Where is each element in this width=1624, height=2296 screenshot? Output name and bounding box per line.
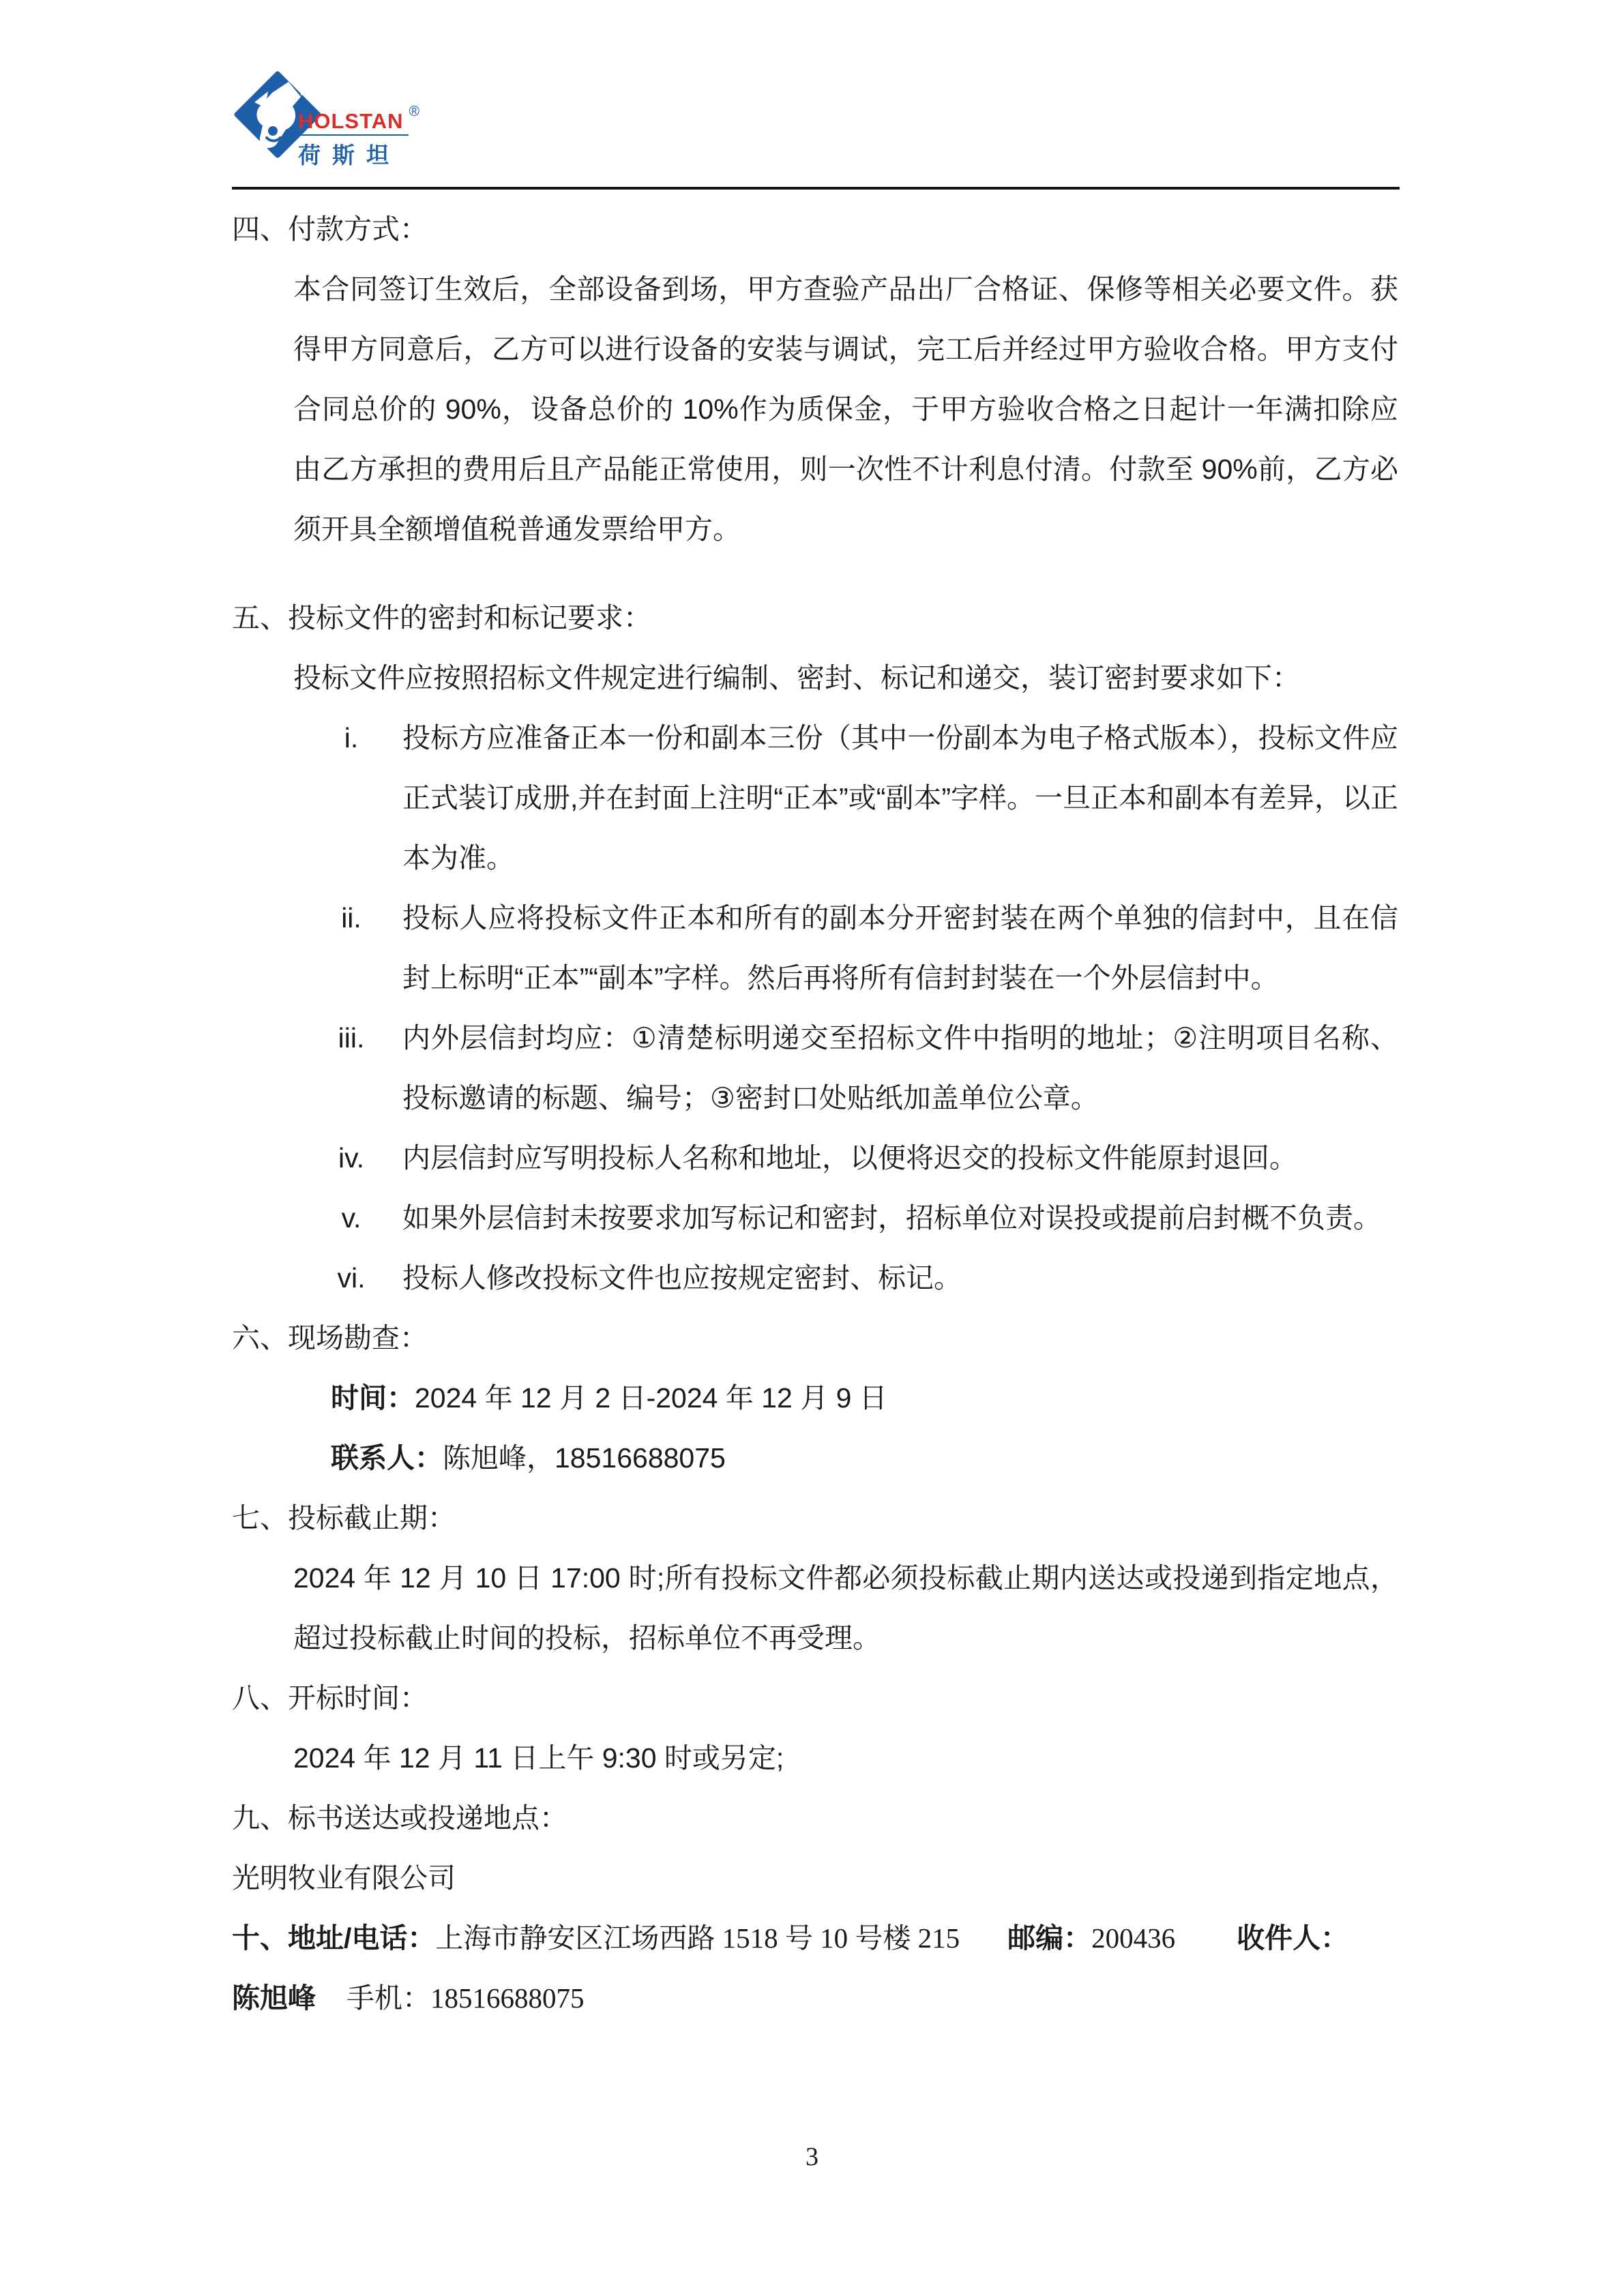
field-label: 联系人： bbox=[331, 1442, 443, 1474]
field-value: 2024 年 12 月 2 日-2024 年 12 月 9 日 bbox=[415, 1382, 887, 1414]
survey-time-line bbox=[331, 1368, 1624, 1428]
section-heading-site-survey bbox=[232, 1308, 1624, 1368]
postal-value: 200436 bbox=[1091, 1922, 1176, 1954]
section-title: 开标时间： bbox=[288, 1682, 428, 1714]
list-marker: v. bbox=[341, 1202, 361, 1234]
field-value: 陈旭峰，18516688075 bbox=[443, 1442, 726, 1474]
sealing-intro: 投标文件应按照招标文件规定进行编制、密封、标记和递交，装订密封要求如下： bbox=[293, 662, 1300, 694]
list-marker: iii. bbox=[338, 1022, 365, 1054]
logo-brand-name-chinese: 荷斯坦 bbox=[298, 143, 400, 168]
section-title: 投标截止期： bbox=[288, 1502, 456, 1534]
section-heading-bid-opening bbox=[232, 1668, 1624, 1728]
recipient-label: 收件人： bbox=[1237, 1922, 1349, 1954]
holstan-logo bbox=[234, 68, 452, 168]
list-marker: ii. bbox=[341, 902, 361, 934]
logo-text bbox=[298, 104, 419, 170]
section-title: 标书送达或投递地点： bbox=[288, 1802, 567, 1834]
list-marker: iv. bbox=[338, 1142, 364, 1174]
logo-brand-name: HOLSTAN bbox=[298, 109, 404, 133]
recipient-name: 陈旭峰 bbox=[232, 1982, 316, 2014]
section-heading-sealing bbox=[232, 588, 1624, 648]
postal-label: 邮编： bbox=[1007, 1922, 1092, 1954]
page-number: 3 bbox=[806, 2143, 818, 2171]
section-heading-delivery-place bbox=[232, 1788, 1624, 1848]
company-name: 光明牧业有限公司 bbox=[232, 1862, 456, 1894]
survey-contact-line bbox=[331, 1428, 1624, 1488]
section-number: 四、 bbox=[232, 213, 288, 245]
section-title: 投标文件的密封和标记要求： bbox=[288, 602, 651, 633]
list-item bbox=[300, 1008, 1398, 1128]
payment-terms-paragraph: 本合同签订生效后，全部设备到场，甲方查验产品出厂合格证、保修等相关必要文件。获得甲方同意后，乙方可以进行设备的安装与调试，完工后并经过甲方验收合格。甲方支付合同总价的 90%，设备总价的 10%作为质保金，于甲方验收合格之日起计一年满扣除应由乙方承担的费用后且产品能正常使用，则一次性不计利息付清。付款至 90%前，乙方必须开具全额增值税普通发票给甲方。 bbox=[293, 273, 1398, 545]
address-line bbox=[232, 1908, 1624, 1968]
list-item bbox=[300, 1128, 1398, 1188]
document-body bbox=[0, 199, 1624, 2028]
list-item-text: 内外层信封均应：①清楚标明递交至招标文件中指明的地址；②注明项目名称、投标邀请的标题、编号；③密封口处贴纸加盖单位公章。 bbox=[402, 1022, 1398, 1114]
list-marker: vi. bbox=[337, 1262, 366, 1294]
section-number: 十、 bbox=[232, 1922, 288, 1954]
section-title: 地址/电话： bbox=[288, 1922, 436, 1954]
list-item bbox=[300, 708, 1398, 888]
section-title: 现场勘查： bbox=[288, 1322, 428, 1354]
recipient-line bbox=[232, 1968, 1624, 2028]
section-number: 五、 bbox=[232, 602, 288, 633]
list-item-text: 投标方应准备正本一份和副本三份（其中一份副本为电子格式版本），投标文件应正式装订成册,并在封面上注明“正本”或“副本”字样。一旦正本和副本有差异，以正本为准。 bbox=[402, 722, 1399, 874]
list-item bbox=[300, 888, 1398, 1008]
section-number: 八、 bbox=[232, 1682, 288, 1714]
field-label: 时间： bbox=[331, 1382, 415, 1414]
registered-trademark-icon: ® bbox=[409, 104, 420, 119]
list-item bbox=[300, 1248, 1398, 1308]
section-number: 六、 bbox=[232, 1322, 288, 1354]
logo-underline bbox=[298, 134, 409, 136]
bid-deadline-paragraph: 2024 年 12 月 10 日 17:00 时;所有投标文件都必须投标截止期内送达或投递到指定地点，超过投标截止时间的投标，招标单位不再受理。 bbox=[293, 1562, 1398, 1654]
list-marker: i. bbox=[344, 722, 359, 754]
address-value: 上海市静安区江场西路 1518 号 10 号楼 215 bbox=[435, 1922, 960, 1954]
header-divider bbox=[232, 187, 1400, 190]
list-item bbox=[300, 1188, 1398, 1248]
section-heading-payment bbox=[232, 199, 1624, 259]
bid-opening-paragraph: 2024 年 12 月 11 日上午 9:30 时或另定; bbox=[293, 1742, 784, 1774]
list-item-text: 投标人修改投标文件也应按规定密封、标记。 bbox=[402, 1262, 962, 1294]
list-item-text: 如果外层信封未按要求加写标记和密封，招标单位对误投或提前启封概不负责。 bbox=[402, 1202, 1381, 1234]
mobile-label: 手机： bbox=[346, 1982, 430, 2014]
list-item-text: 投标人应将投标文件正本和所有的副本分开密封装在两个单独的信封中，且在信封上标明“正本”“副本”字样。然后再将所有信封封装在一个外层信封中。 bbox=[402, 902, 1398, 994]
section-number: 九、 bbox=[232, 1802, 288, 1834]
section-number: 七、 bbox=[232, 1502, 288, 1534]
mobile-value: 18516688075 bbox=[430, 1982, 585, 2014]
section-heading-bid-deadline bbox=[232, 1488, 1624, 1548]
list-item-text: 内层信封应写明投标人名称和地址，以便将迟交的投标文件能原封退回。 bbox=[402, 1142, 1297, 1174]
section-title: 付款方式： bbox=[288, 213, 428, 245]
